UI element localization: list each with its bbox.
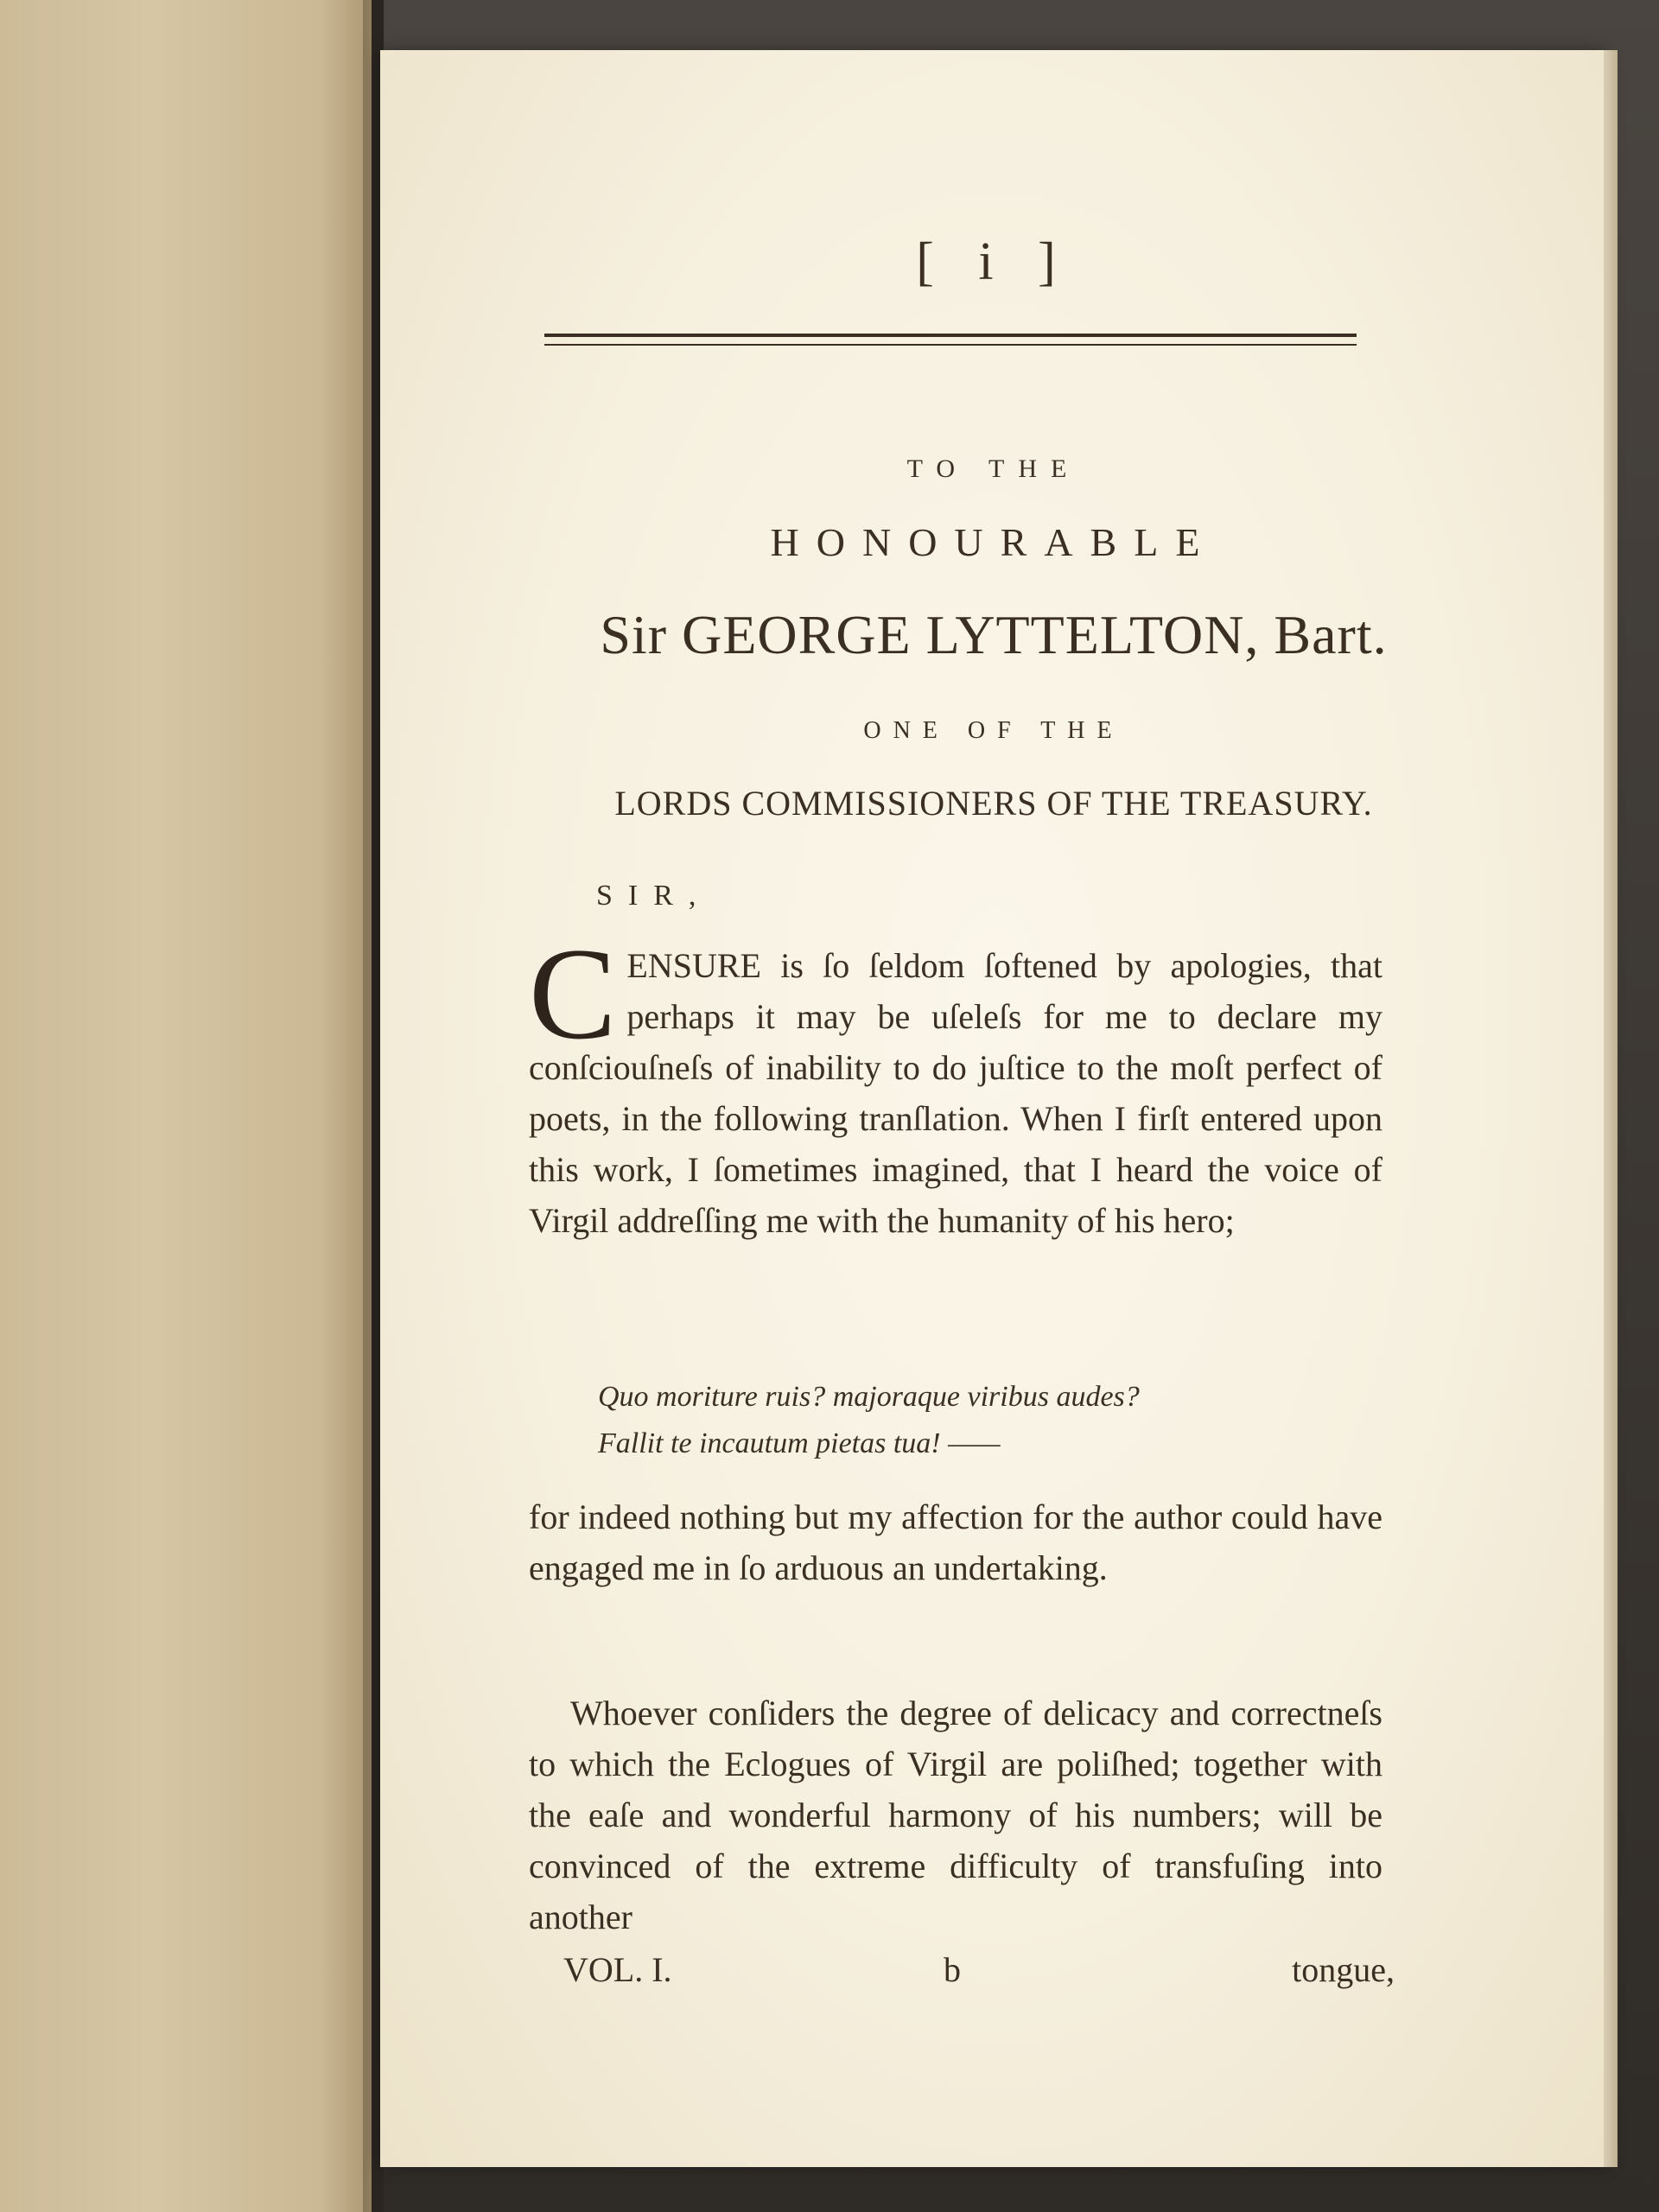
volume-label: VOL. I. [563,1950,672,1989]
rule-thin [544,344,1357,346]
page-number: [ i ] [916,232,1071,291]
page-edge [1604,50,1618,2167]
quote-line-1: Quo moriture ruis? majoraque viribus audes? [598,1381,1140,1413]
catchword: tongue, [1292,1950,1395,1989]
right-page [380,50,1607,2167]
rule-thick [544,334,1357,337]
paragraph-1-text: ENSURE is ſo ſeldom ſoftened by apologies, that perhaps it may be uſeleſs for me to declare my conſciouſneſs of inability to do juſtice to the moſt perfect of poets, in the following tranſlation. When I firſt entered upon this work, I ſometimes imagined, that I heard the voice of Virgil addreſſing me with the humanity of his hero; [529,946,1382,1240]
paragraph-1 [529,921,1382,1246]
latin-quote [598,1374,1140,1467]
page-footer [380,1949,1607,2001]
signature-mark: b [944,1950,961,1989]
heading-one-of-the: ONE OF THE [863,717,1124,744]
heading-name: Sir GEORGE LYTTELTON, Bart. [600,604,1388,665]
quote-line-2: Fallit te incautum pietas tua! —— [598,1427,1001,1459]
heading-office: LORDS COMMISSIONERS OF THE TREASURY. [614,784,1373,823]
heading-to-the: TO THE [906,454,1081,483]
left-page [0,0,377,2212]
paragraph-3: Whoever conſiders the degree of delicacy and correctneſs to which the Eclogues of Virgil are poliſhed; together with the eaſe and wonderful harmony of his numbers; will be convinced of the extreme difficulty of transfuſing into another [529,1694,1382,1936]
heading-honourable: HONOURABLE [770,520,1217,564]
paragraph-2: for indeed nothing but my affection for the author could have engaged me in ſo arduous an undertaking. [529,1497,1382,1587]
salutation: SIR, [596,880,712,912]
drop-cap: C [529,921,617,1066]
